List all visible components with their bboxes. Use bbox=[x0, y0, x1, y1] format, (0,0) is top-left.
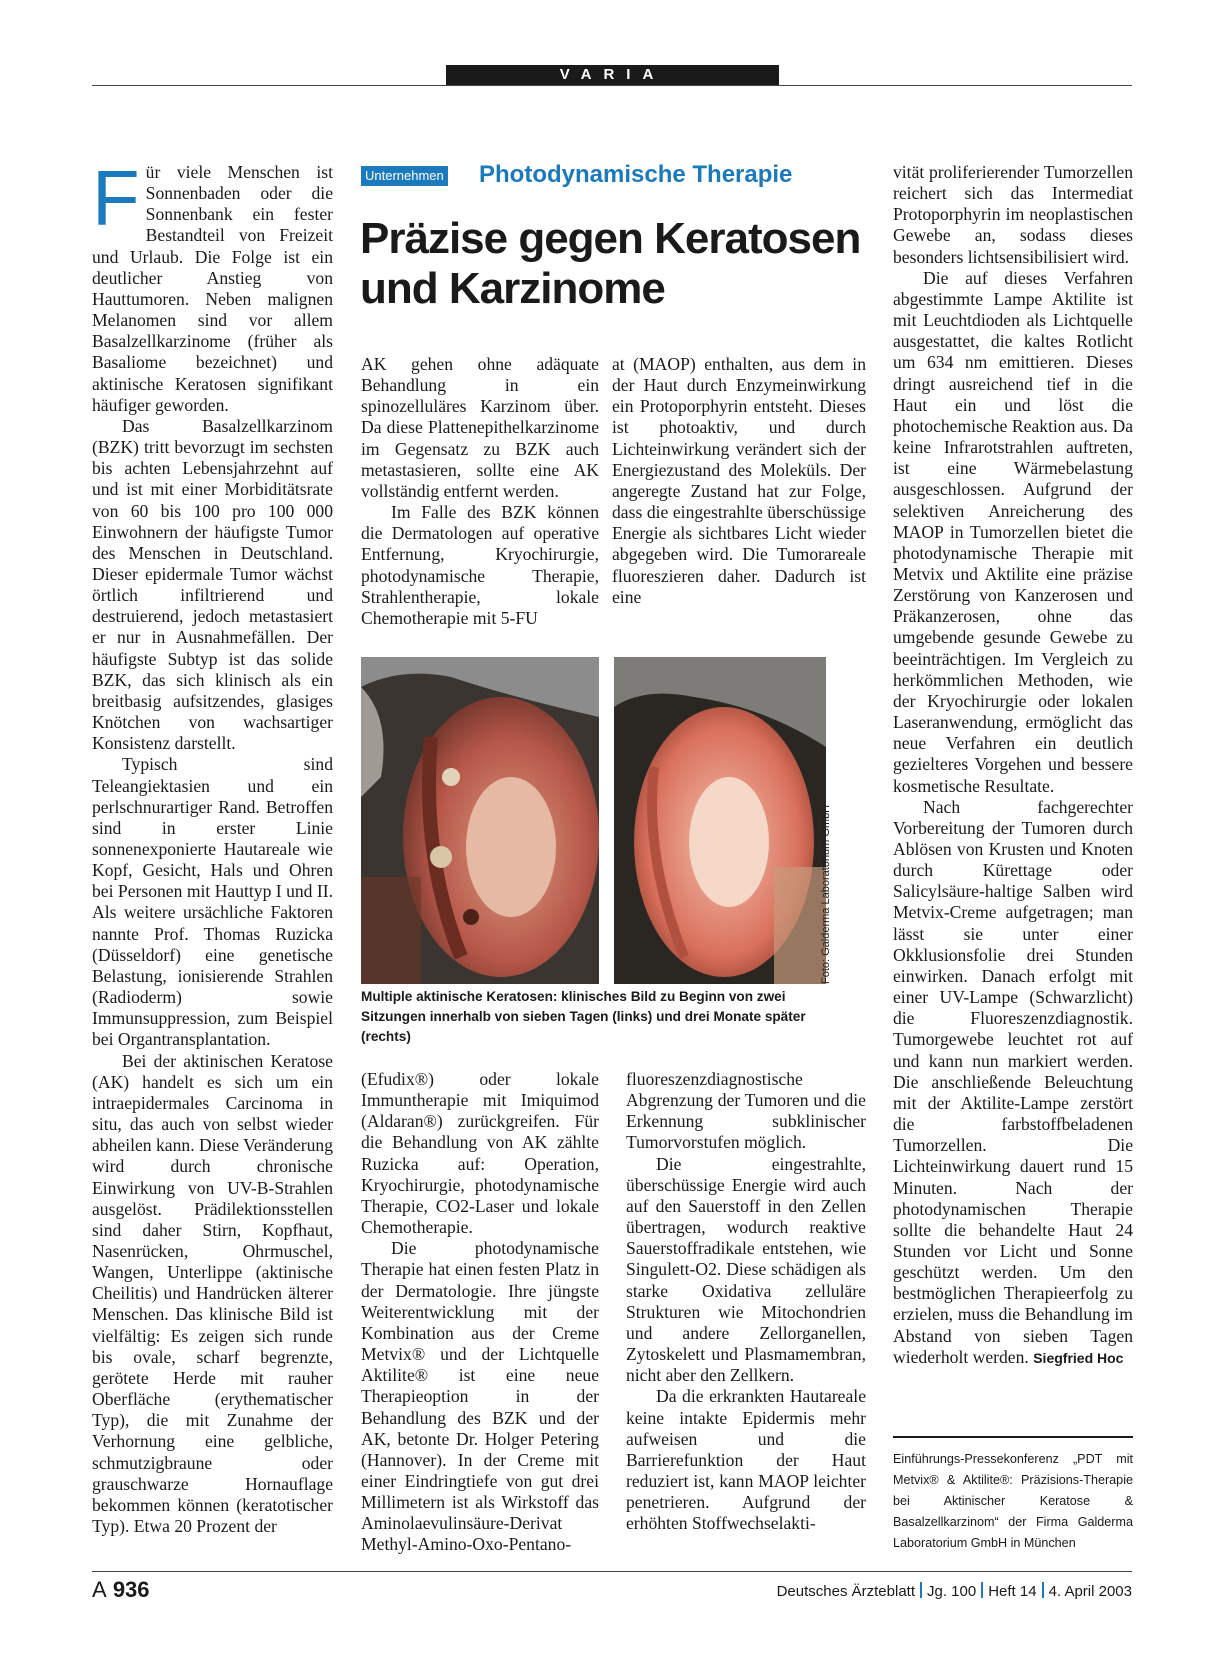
footer-publication-info bbox=[777, 1582, 1132, 1600]
paragraph: at (MAOP) enthalten, aus dem in der Haut durch Enzymeinwirkung ein Protoporphyrin entsteht. Dieses ist photoaktiv, und durch Lichteinwirkung verändert sich der Energiezustand des Moleküls. Der angeregte Zustand hat zur Folge, dass die eingestrahlte überschüssige Energie als sichtbares Licht wieder abgegeben wird. Die Tumorareale fluoreszieren daher. Dadurch ist eine bbox=[612, 354, 866, 607]
photo-credit: Foto: Galderma Laboratorium GmbH bbox=[820, 804, 832, 984]
article-column-2a bbox=[361, 354, 599, 629]
paragraph: Da die erkrankten Hautareale keine intakte Epidermis mehr aufweisen und die Barrierefunktion der Haut reduziert ist, kann MAOP leichter penetrieren. Aufgrund der erhöhten Stoffwechselakti- bbox=[626, 1386, 866, 1534]
photo-ear-before bbox=[361, 657, 599, 984]
photo-ear-after bbox=[614, 657, 826, 984]
drop-cap: F bbox=[92, 154, 140, 242]
header-rule bbox=[92, 85, 1132, 86]
journal-date: 4. April 2003 bbox=[1048, 1583, 1132, 1600]
paragraph bbox=[893, 797, 1133, 1369]
footer-rule bbox=[92, 1571, 1132, 1572]
paragraph: Im Falle des BZK können die Dermatologen auf operative Entfernung, Kryochirurgie, photodynamische Therapie, Strahlentherapie, lokale Chemotherapie mit 5-FU bbox=[361, 502, 599, 628]
page-number-value: 936 bbox=[112, 1577, 150, 1602]
article-column-2d bbox=[626, 1069, 866, 1534]
paragraph: vität proliferierender Tumorzellen reichert sich das Intermediat Protoporphyrin im neoplastischen Gewebe an, sodass dieses besonders lichtsensibilisiert wird. bbox=[893, 162, 1133, 267]
footer-separator bbox=[1042, 1582, 1044, 1598]
paragraph: Die auf dieses Verfahren abgestimmte Lampe Aktilite ist mit Leuchtdioden als Lichtquelle ausgestattet, die kaltes Rotlicht um 634 nm emittieren. Dieses dringt ausreichend tief in die Haut ein und löst die photochemische Reaktion aus. Da keine Infrarotstrahlen auftreten, ist eine Wärmebelastung ausgeschlossen. Aufgrund der selektiven Anreicherung des MAOP in Tumorzellen bietet die photodynamische Therapie mit Metvix und Aktilite eine präzise Zerstörung von Kanzerosen und Präkanzerosen, ohne das umgebende gesunde Gewebe zu beeinträchtigen. Im Vergleich zu herkömmlichen Methoden, wie der Kryochirurgie oder lokalen Laseranwendung, ermöglicht das neue Verfahren ein deutlich gezielteres Vorgehen und bessere kosmetische Resultate. bbox=[893, 267, 1133, 796]
figure-caption: Multiple aktinische Keratosen: klinisches Bild zu Beginn von zwei Sitzungen innerhalb von sieben Tagen (links) und drei Monate später (rechts) bbox=[361, 989, 806, 1044]
article-column-2b bbox=[612, 354, 866, 608]
infobox-note: Einführungs-Pressekonferenz „PDT mit Metvix® & Aktilite®: Präzisions-Therapie bei Aktinischer Keratose & Basalzellkarzinom“ der Firma Galderma Laboratorium GmbH in München bbox=[893, 1452, 1133, 1550]
article-kicker: Photodynamische Therapie bbox=[479, 161, 793, 188]
page-prefix: A bbox=[92, 1577, 107, 1602]
article-column-3 bbox=[893, 162, 1133, 1369]
author-name: Siegfried Hoc bbox=[1033, 1349, 1124, 1366]
paragraph: Die photodynamische Therapie hat einen festen Platz in der Dermatologie. Ihre jüngste Weiterentwicklung mit der Kombination aus der Creme Metvix® und der Lichtquelle Aktilite® ist eine neue Therapieoption in der Behandlung des BZK und der AK, betonte Dr. Holger Petering (Hannover). In der Creme mit einer Eindringtiefe von gut drei Millimetern ist als Wirkstoff das Aminolaevulinsäure-Derivat Methyl-Amino-Oxo-Pentano- bbox=[361, 1238, 599, 1555]
paragraph: Das Basalzellkarzinom (BZK) tritt bevorzugt im sechsten bis achten Lebensjahrzehnt auf und ist mit einer Morbiditätsrate von 60 bis 100 pro 100 000 Einwohnern der häufigste Tumor des Menschen in Deutschland. Dieser epidermale Tumor wächst örtlich infiltrierend und destruierend, jedoch metastasiert er nur in Ausnahmefällen. Der häufigste Subtyp ist das solide BZK, das sich klinisch als ein breitbasig aufsitzendes, glasiges Knötchen von wachsartiger Konsistenz darstellt. bbox=[92, 415, 333, 754]
paragraph-text: Nach fachgerechter Vorbereitung der Tumoren durch Ablösen von Krusten und Knoten durch Kürettage oder Salicylsäure-haltige Salben wird Metvix-Creme aufgetragen; man lässt sie unter einer Okklusionsfolie drei Stunden einwirken. Danach erfolgt mit einer UV-Lampe (Schwarzlicht) die Fluoreszenzdiagnostik. Tumorgewebe leuchtet rot auf und kann nun markiert werden. Die anschließende Beleuchtung mit der Aktilite-Lampe zerstört die farbstoffbeladenen Tumorzellen. Die Lichteinwirkung dauert rund 15 Minuten. Nach der photodynamischen Therapie sollte die behandelte Haut 24 Stunden vor Licht und Sonne geschützt werden. Um den bestmöglichen Therapieerfolg zu erzielen, muss die Behandlung im Abstand von sieben Tagen wiederholt werden. bbox=[893, 796, 1133, 1367]
paragraph: fluoreszenzdiagnostische Abgrenzung der Tumoren und die Erkennung subklinischer Tumorvorstufen möglich. bbox=[626, 1069, 866, 1153]
paragraph: Typisch sind Teleangiektasien und ein perlschnurartiger Rand. Betroffen sind in erster Linie sonnenexponierte Hautareale wie Kopf, Gesicht, Hals und Ohren bei Personen mit Hauttyp I und II. Als weitere ursächliche Faktoren nannte Prof. Thomas Ruzicka (Düsseldorf) eine genetische Belastung, ionisierende Strahlen (Radioderm) sowie Immunsuppression, zum Beispiel bei Organtransplantation. bbox=[92, 754, 333, 1050]
article-column-1 bbox=[92, 154, 334, 1537]
paragraph: Bei der aktinischen Keratose (AK) handelt es sich um ein intraepidermales Carcinoma in situ, das auch von selbst wieder abheilen kann. Diese Veränderung wird durch chronische Einwirkung von UV-B-Strahlen ausgelöst. Prädilektionsstellen sind daher Stirn, Kopfhaut, Nasenrücken, Ohrmuschel, Wangen, Unterlippe (aktinische Cheilitis) und Handrücken älterer Menschen. Das klinische Bild ist vielfältig: Es zeigen sich runde bis ovale, scharf begrenzte, gerötete Herde mit rauher Oberfläche (erythematischer Typ), die mit Zunahme der Verhornung eine gelbliche, schmutzigbraune oder grauschwarze Hornauflage bekommen können (keratotischer Typ). Etwa 20 Prozent der bbox=[92, 1050, 334, 1536]
category-tag: Unternehmen bbox=[361, 166, 448, 186]
journal-volume: Jg. 100 bbox=[927, 1583, 977, 1600]
footer-separator bbox=[920, 1582, 922, 1598]
article-headline: Präzise gegen Keratosen und Karzinome bbox=[360, 214, 861, 313]
journal-issue: Heft 14 bbox=[988, 1583, 1037, 1600]
paragraph: Die eingestrahlte, überschüssige Energie wird auch auf den Sauerstoff in den Zellen übertragen, wodurch reaktive Sauerstoffradikale entstehen, wie Singulett-O2. Diese schädigen als starke Oxidativa zelluläre Strukturen wie Mitochondrien und andere Zellorganellen, Zytoskelett und Plasmamembran, nicht aber den Zellkern. bbox=[626, 1153, 866, 1386]
section-label: VARIA bbox=[446, 65, 779, 85]
paragraph: (Efudix®) oder lokale Immuntherapie mit Imiquimod (Aldaran®) zurückgreifen. Für die Behandlung von AK zählte Ruzicka auf: Operation, Kryochirurgie, photodynamische Therapie, CO2-Laser und lokale Chemotherapie. bbox=[361, 1069, 599, 1238]
page-number bbox=[92, 1577, 150, 1603]
footer-separator bbox=[981, 1582, 983, 1598]
journal-name: Deutsches Ärzteblatt bbox=[776, 1583, 915, 1600]
infobox-rule bbox=[893, 1436, 1133, 1438]
article-column-2c bbox=[361, 1069, 599, 1556]
paragraph: AK gehen ohne adäquate Behandlung in ein spinozelluläres Karzinom über. Da diese Plattenepithelkarzinome im Gegensatz zu BZK auch metastasieren, sollte eine AK vollständig entfernt werden. bbox=[361, 354, 599, 501]
paragraph: ür viele Menschen ist Sonnenbaden oder die Sonnenbank ein fester Bestandteil von Freizeit und Urlaub. Die Folge ist ein deutlicher Anstieg von Hauttumoren. Neben malignen Melanomen sind vor allem Basalzellkarzinome (früher als Basaliome bezeichnet) und aktinische Keratosen signifikant häufiger geworden. bbox=[92, 162, 333, 415]
